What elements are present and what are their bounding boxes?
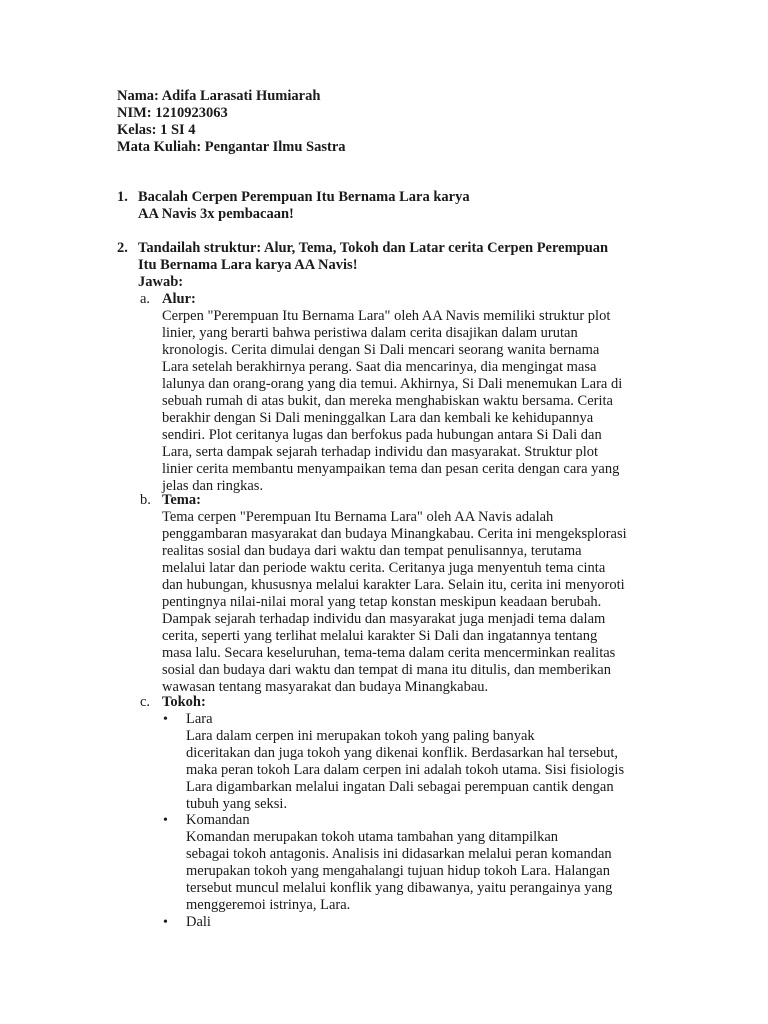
paragraph-line: sebagai tokoh antagonis. Analisis ini didasarkan melalui peran komandan bbox=[186, 846, 612, 862]
character-name-dali: Dali bbox=[186, 914, 211, 930]
question-line: Itu Bernama Lara karya AA Navis! bbox=[138, 257, 358, 273]
bullet-icon: • bbox=[163, 712, 168, 727]
section-marker-tokoh: c. bbox=[140, 694, 151, 710]
paragraph-line: dan hubungan, khususnya melalui karakter Lara. Selain itu, cerita ini menyoroti bbox=[162, 577, 625, 593]
paragraph-line: merupakan tokoh yang mengahalangi tujuan hidup tokoh Lara. Halangan bbox=[186, 863, 610, 879]
bullet-icon: • bbox=[163, 915, 168, 930]
bullet-icon: • bbox=[163, 813, 168, 828]
character-name-lara: Lara bbox=[186, 711, 213, 727]
paragraph-line: melalui latar dan periode waktu cerita. Ceritanya juga menyentuh tema cinta bbox=[162, 560, 606, 576]
paragraph-line: Lara dalam cerpen ini merupakan tokoh yang paling banyak bbox=[186, 728, 535, 744]
paragraph-line: sosial dan budaya dari waktu dan tempat di mana itu ditulis, dan memberikan bbox=[162, 662, 611, 678]
paragraph-line: menggeremoi istrinya, Lara. bbox=[186, 897, 351, 913]
course-name: Mata Kuliah: Pengantar Ilmu Sastra bbox=[117, 139, 346, 155]
paragraph-line: Lara, serta dampak sejarah terhadap individu dan masyarakat. Struktur plot bbox=[162, 444, 599, 460]
student-class: Kelas: 1 SI 4 bbox=[117, 122, 196, 138]
question-text bbox=[138, 240, 608, 291]
question-line: Bacalah Cerpen Perempuan Itu Bernama Lara karya bbox=[138, 189, 470, 205]
section-body-tema bbox=[162, 509, 627, 696]
student-name: Nama: Adifa Larasati Humiarah bbox=[117, 88, 321, 104]
section-title-tema: Tema: bbox=[162, 492, 201, 508]
paragraph-line: diceritakan dan juga tokoh yang dikenai konflik. Berdasarkan hal tersebut, bbox=[186, 745, 619, 761]
paragraph-line: Lara digambarkan melalui ingatan Dali sebagai perempuan cantik dengan bbox=[186, 779, 614, 795]
question-text bbox=[138, 189, 470, 223]
paragraph-line: tersebut muncul melalui konflik yang dibawanya, yaitu perangainya yang bbox=[186, 880, 613, 896]
paragraph-line: jelas dan ringkas. bbox=[162, 478, 264, 494]
section-marker-alur: a. bbox=[140, 291, 151, 307]
paragraph-line: pentingnya nilai-nilai moral yang tetap konstan meskipun keadaan berubah. bbox=[162, 594, 602, 610]
paragraph-line: penggambaran masyarakat dan budaya Minangkabau. Cerita ini mengeksplorasi bbox=[162, 526, 627, 542]
paragraph-line: Dampak sejarah terhadap individu dan masyarakat juga menjadi tema dalam bbox=[162, 611, 606, 627]
section-body-alur bbox=[162, 308, 622, 495]
paragraph-line: tubuh yang seksi. bbox=[186, 796, 288, 812]
student-nim: NIM: 1210923063 bbox=[117, 105, 228, 121]
paragraph-line: lalunya dan orang-orang yang dia temui. Akhirnya, Si Dali menemukan Lara di bbox=[162, 376, 623, 392]
paragraph-line: sendiri. Plot ceritanya lugas dan berfokus pada hubungan antara Si Dali dan bbox=[162, 427, 602, 443]
paragraph-line: Komandan merupakan tokoh utama tambahan yang ditampilkan bbox=[186, 829, 559, 845]
paragraph-line: Cerpen "Perempuan Itu Bernama Lara" oleh AA Navis memiliki struktur plot bbox=[162, 308, 611, 324]
paragraph-line: sebuah rumah di atas bukit, dan mereka menghabiskan waktu bersama. Cerita bbox=[162, 393, 613, 409]
character-name-komandan: Komandan bbox=[186, 812, 250, 828]
student-info bbox=[117, 88, 346, 156]
paragraph-line: realitas sosial dan budaya dari waktu dan tempat penulisannya, terutama bbox=[162, 543, 582, 559]
character-desc-komandan bbox=[186, 829, 612, 914]
question-line: AA Navis 3x pembacaan! bbox=[138, 206, 294, 222]
character-desc-lara bbox=[186, 728, 624, 813]
paragraph-line: maka peran tokoh Lara dalam cerpen ini adalah tokoh utama. Sisi fisiologis bbox=[186, 762, 625, 778]
paragraph-line: kronologis. Cerita dimulai dengan Si Dali mencari seorang wanita bernama bbox=[162, 342, 600, 358]
paragraph-line: linier cerita membantu menyampaikan tema dan pesan cerita dengan cara yang bbox=[162, 461, 620, 477]
paragraph-line: linier, yang berarti bahwa peristiwa dalam cerita disajikan dalam urutan bbox=[162, 325, 578, 341]
answer-label: Jawab: bbox=[138, 274, 184, 290]
question-number: 1. bbox=[117, 189, 128, 205]
paragraph-line: masa lalu. Secara keseluruhan, tema-tema dalam cerita mencerminkan realitas bbox=[162, 645, 616, 661]
paragraph-line: Lara setelah berakhirnya perang. Saat dia mencarinya, dia mengingat masa bbox=[162, 359, 597, 375]
paragraph-line: wawasan tentang masyarakat dan budaya Minangkabau. bbox=[162, 679, 489, 695]
section-title-alur: Alur: bbox=[162, 291, 196, 307]
paragraph-line: Tema cerpen "Perempuan Itu Bernama Lara" oleh AA Navis adalah bbox=[162, 509, 554, 525]
question-number: 2. bbox=[117, 240, 128, 256]
question-line: Tandailah struktur: Alur, Tema, Tokoh dan Latar cerita Cerpen Perempuan bbox=[138, 240, 609, 256]
paragraph-line: berakhir dengan Si Dali meninggalkan Lara dan kembali ke kehidupannya bbox=[162, 410, 594, 426]
paragraph-line: cerita, seperti yang terlihat melalui karakter Si Dali dan ingatannya tentang bbox=[162, 628, 598, 644]
section-marker-tema: b. bbox=[140, 492, 151, 508]
section-title-tokoh: Tokoh: bbox=[162, 694, 206, 710]
